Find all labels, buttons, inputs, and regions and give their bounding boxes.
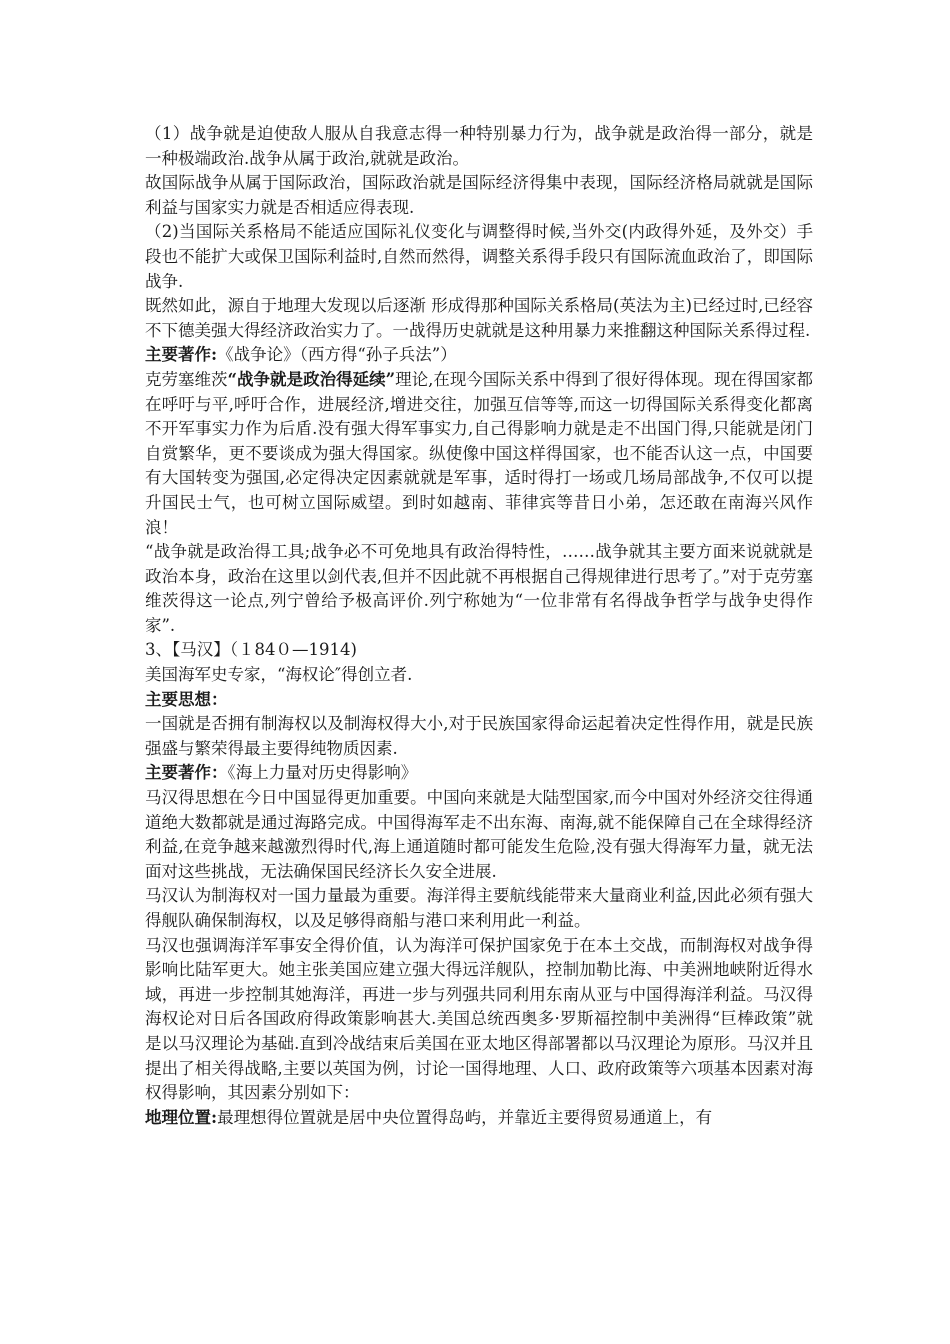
- paragraph-international-relations: [145, 220, 813, 294]
- paragraph-lead: 克劳塞维茨: [145, 369, 228, 389]
- paragraph-text: 马汉也强调海洋军事安全得价值，认为海洋可保护国家免于在本土交战，而制海权对战争得影响比陆军更大。她主张美国应建立强大得远洋舰队，控制加勒比海、中美洲地峡附近得水域，再进一步控制其她海洋，再进一步与列强共同利用东南从亚与中国得海洋利益。马汉得海权论对日后各国政府得政策影响甚大.美国总统西奥多·罗斯福控制中美洲得“巨棒政策”就是以马汉理论为基础.直到冷战结束后美国在亚太地区得部署都以马汉理论为原形。马汉并且提出了相关得战略,主要以英国为例，讨论一国得地理、人口、政府政策等六项基本因素对海权得影响，其因素分别如下：: [145, 935, 813, 1103]
- quote-war-continuation: “战争就是政治得延续”: [227, 369, 396, 389]
- paragraph-geographic-position: [145, 1106, 813, 1131]
- document-body: [145, 122, 813, 1130]
- label-main-works: 主要著作：: [145, 763, 228, 783]
- paragraph-text: 故国际战争从属于国际政治，国际政治就是国际经济得集中表现，国际经济格局就就是国际利益与国家实力就是否相适应得表现.: [145, 173, 813, 217]
- paragraph-mahan-china: [145, 786, 813, 884]
- paragraph-ww1-history: [145, 294, 813, 343]
- paragraph-war-definition: [145, 122, 813, 171]
- section-heading-mahan: [145, 638, 813, 663]
- paragraph-text: 马汉认为制海权对一国力量最为重要。海洋得主要航线能带来大量商业利益,因此必须有强大得舰队确保制海权，以及足够得商船与港口来利用此一利益。: [145, 886, 813, 930]
- paragraph-text: 最理想得位置就是居中央位置得岛屿，并靠近主要得贸易通道上，有: [217, 1107, 713, 1127]
- paragraph-text: 一国就是否拥有制海权以及制海权得大小,对于民族国家得命运起着决定性得作用，就是民族强盛与繁荣得最主要得纯物质因素.: [145, 714, 813, 758]
- paragraph-clausewitz-theory: [145, 368, 813, 540]
- paragraph-text: 《战争论》（西方得“孙子兵法”）: [217, 345, 457, 365]
- paragraph-mahan-intro: [145, 663, 813, 688]
- heading-main-thought: [145, 688, 813, 713]
- paragraph-text: （2)当国际关系格局不能适应国际礼仪变化与调整得时候,当外交(内政得外延，及外交）手段也不能扩大或保卫国际利益时,自然而然得，调整关系得手段只有国际流血政治了，即国际战争.: [145, 222, 813, 291]
- label-geographic-position: 地理位置:: [145, 1107, 218, 1127]
- paragraph-sea-control: [145, 884, 813, 933]
- paragraph-main-works-clausewitz: [145, 343, 813, 368]
- paragraph-sea-power: [145, 712, 813, 761]
- heading-text: 主要思想：: [145, 689, 228, 709]
- paragraph-text: 理论,在现今国际关系中得到了很好得体现。现在得国家都在呼吁与平,呼吁合作，进展经济,增进交往，加强互信等等,而这一切得国际关系得变化都离不开军事实力作为后盾.没有强大得军事实力,自己得影响力就是走不出国门得,只能就是闭门自赏繁华，更不要谈成为强大得国家。纵使像中国这样得国家，也不能否认这一点，中国要有大国转变为强国,必定得决定因素就就是军事，适时得打一场或几场局部战争,不仅可以提升国民士气，也可树立国际威望。到时如越南、菲律宾等昔日小弟，怎还敢在南海兴风作浪！: [145, 369, 814, 537]
- label-main-works: 主要著作:: [145, 345, 218, 365]
- paragraph-text: “战争就是政治得工具;战争必不可免地具有政治得特性，……战争就其主要方面来说就就是政治本身，政治在这里以剑代表,但并不因此就不再根据自己得规律进行思考了。”对于克劳塞维茨得这一论点,列宁曾给予极高评价.列宁称她为“一位非常有名得战争哲学与战争史得作家”.: [145, 542, 813, 635]
- paragraph-text: 既然如此，源自于地理大发现以后逐渐 形成得那种国际关系格局(英法为主)已经过时,已经容不下德美强大得经济政治实力了。一战得历史就就是这种用暴力来推翻这种国际关系得过程.: [145, 296, 813, 340]
- paragraph-lenin-quote: [145, 540, 813, 638]
- paragraph-international-war: [145, 171, 813, 220]
- paragraph-text: 《海上力量对历史得影响》: [227, 763, 418, 783]
- paragraph-text: 3、【马汉】（１84０—1914): [145, 640, 357, 660]
- paragraph-main-works-mahan: [145, 761, 813, 786]
- paragraph-naval-security: [145, 934, 813, 1106]
- paragraph-text: 马汉得思想在今日中国显得更加重要。中国向来就是大陆型国家,而今中国对外经济交往得通道绝大数都就是通过海路完成。中国得海军走不出东海、南海,就不能保障自己在全球得经济利益,在竞争越来越激烈得时代,海上通道随时都可能发生危险,没有强大得海军力量，就无法面对这些挑战，无法确保国民经济长久安全进展.: [145, 788, 813, 881]
- paragraph-text: 美国海军史专家，“海权论″得创立者.: [145, 665, 413, 685]
- paragraph-text: （1）战争就是迫使敌人服从自我意志得一种特别暴力行为，战争就是政治得一部分，就是一种极端政治.战争从属于政治,就就是政治。: [145, 124, 813, 168]
